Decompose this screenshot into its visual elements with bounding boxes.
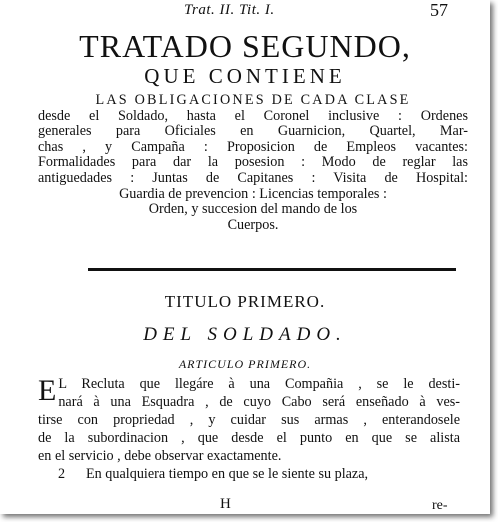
catchword: re- <box>432 498 448 513</box>
article-text <box>38 375 460 483</box>
article-line: nará à una Esquadra , de cuyo Cabo será enseñado à ves- <box>58 394 460 410</box>
summary-line: desde el Soldado, hasta el Coronel inclusive : Ordenes <box>38 107 468 124</box>
section-divider <box>88 268 456 271</box>
summary-line: LAS OBLIGACIONES DE CADA CLASE <box>95 92 411 108</box>
section-subtitle: DEL SOLDADO. <box>143 324 347 345</box>
treatise-summary <box>38 93 468 233</box>
treatise-title: TRATADO SEGUNDO, <box>79 28 411 64</box>
signature-mark: H <box>220 496 231 512</box>
summary-line: Cuerpos. <box>227 216 279 233</box>
drop-cap: E <box>38 374 57 407</box>
running-head <box>0 2 490 24</box>
article-number: 2 <box>58 466 66 482</box>
article-line: L Recluta que llegáre à una Compañia , se le desti- <box>58 376 460 392</box>
summary-line: chas , y Campaña : Proposicion de Empleos vacantes: <box>38 138 468 155</box>
treatise-subtitle: QUE CONTIENE <box>144 64 346 88</box>
summary-line: Orden, y succesion del mando de los <box>148 201 358 218</box>
article-line: de la subordinacion , que desde el punto en que se alista <box>38 430 460 446</box>
summary-line: Guardia de prevencion : Licencias temporales : <box>119 185 387 202</box>
section-title: TITULO PRIMERO. <box>164 292 326 311</box>
summary-line: Formalidades para dar la posesion : Modo de reglar las <box>38 154 468 171</box>
summary-line: generales para Oficiales en Guarnicion, Quartel, Mar- <box>38 123 468 140</box>
running-head-title: Trat. II. Tit. I. <box>184 2 275 18</box>
page-number: 57 <box>430 0 448 20</box>
article-2-text: En qualquiera tiempo en que se le siente su plaza, <box>86 466 369 482</box>
summary-line: antiguedades : Juntas de Capitanes : Visita de Hospital: <box>38 169 468 186</box>
article-heading: ARTICULO PRIMERO. <box>178 357 312 371</box>
article-2-line <box>38 465 460 483</box>
article-line: tirse con propriedad , y cuidar sus armas , enterandosele <box>38 412 460 428</box>
article-line: en el servicio , debe observar exactamente. <box>38 448 282 464</box>
